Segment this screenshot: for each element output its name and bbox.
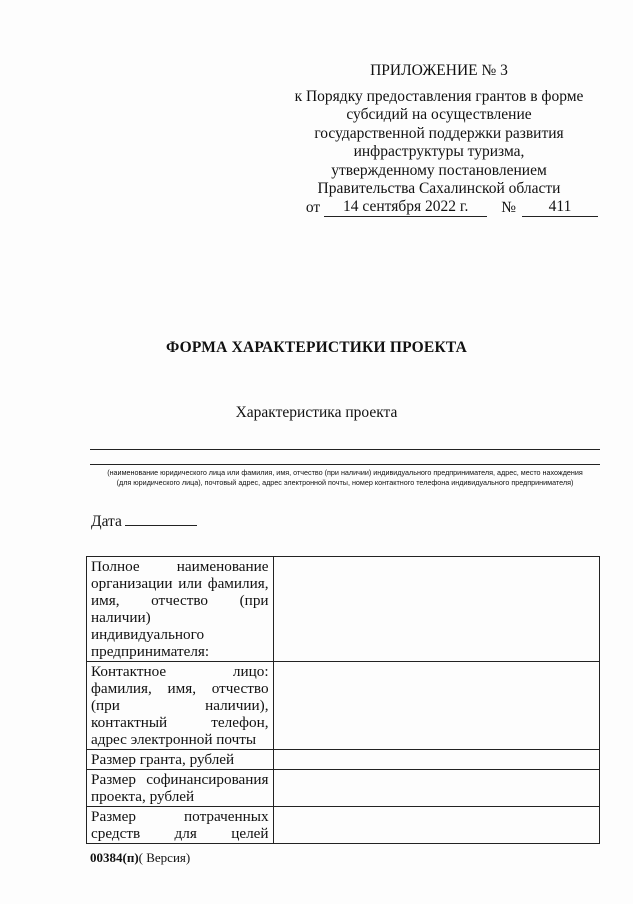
row-label-grant-amount — [87, 750, 274, 770]
label-line: Полное наименование — [91, 558, 269, 575]
table-row — [87, 662, 600, 750]
document-code: 00384(п) — [90, 850, 139, 865]
label-line: индивидуального — [91, 626, 205, 643]
label-line: проекта, рублей — [91, 788, 195, 805]
applicant-name-line-2 — [90, 464, 600, 465]
table-row — [87, 557, 600, 662]
number-label: № — [501, 198, 516, 216]
label-line: организации или фамилия, — [91, 575, 269, 592]
appendix-line-3: государственной поддержки развития — [314, 124, 564, 142]
row-label-contact-person — [87, 662, 274, 750]
label-line: Размер потраченных — [91, 808, 269, 825]
label-line: наличии) — [91, 609, 151, 626]
resolution-number: 411 — [522, 199, 598, 217]
document-version: ( Версия) — [138, 850, 191, 865]
label-line: Контактное лицо: — [91, 663, 269, 680]
form-title: ФОРМА ХАРАКТЕРИСТИКИ ПРОЕКТА — [165, 339, 468, 356]
date-field — [91, 511, 197, 531]
appendix-header — [280, 62, 598, 217]
row-value-spent-funds — [273, 807, 599, 844]
row-label-full-name — [87, 557, 274, 662]
row-value-grant-amount — [273, 750, 599, 770]
row-value-cofinancing — [273, 770, 599, 807]
label-line: Размер гранта, рублей — [91, 751, 235, 768]
appendix-line-1: к Порядку предоставления грантов в форме — [294, 87, 584, 105]
table-row — [87, 807, 600, 844]
appendix-line-6: Правительства Сахалинской области — [317, 180, 561, 197]
label-line: средств для целей — [91, 825, 269, 842]
label-line: контактный телефон, — [91, 714, 269, 731]
label-line: фамилия, имя, отчество — [91, 680, 269, 697]
row-label-cofinancing — [87, 770, 274, 807]
date-blank — [125, 511, 197, 526]
row-label-spent-funds — [87, 807, 274, 844]
table-row — [87, 770, 600, 807]
from-label: от — [305, 198, 321, 216]
document-footer — [90, 850, 190, 866]
label-line: предпринимателя: — [91, 643, 210, 660]
table-row — [87, 750, 600, 770]
applicant-field-hint: (наименование юридического лица или фамилия, имя, отчество (при наличии) индивидуального предпринимателя, адрес, место нахождения (для юридического лица), почтовый адрес, адрес электронной почты, номер контактного телефона индивидуального предпринимателя) — [107, 468, 583, 487]
date-field-label: Дата — [91, 513, 122, 530]
form-subtitle: Характеристика проекта — [235, 404, 398, 421]
appendix-line-4: инфраструктуры туризма, — [353, 143, 525, 160]
row-value-full-name — [273, 557, 599, 662]
resolution-date: 14 сентября 2022 г. — [324, 199, 487, 217]
label-line: имя, отчество (при — [91, 592, 269, 609]
applicant-name-line — [90, 449, 600, 450]
appendix-title: ПРИЛОЖЕНИЕ № 3 — [370, 62, 508, 79]
appendix-line-2: субсидий на осуществление — [346, 106, 532, 123]
project-characteristics-table — [86, 556, 600, 844]
resolution-date-line — [280, 199, 598, 218]
label-line: Размер софинансирования — [91, 771, 269, 788]
label-line: (при наличии), — [91, 697, 269, 714]
row-value-contact-person — [273, 662, 599, 750]
appendix-line-5: утвержденному постановлением — [331, 161, 547, 179]
label-line: адрес электронной почты — [91, 731, 257, 748]
